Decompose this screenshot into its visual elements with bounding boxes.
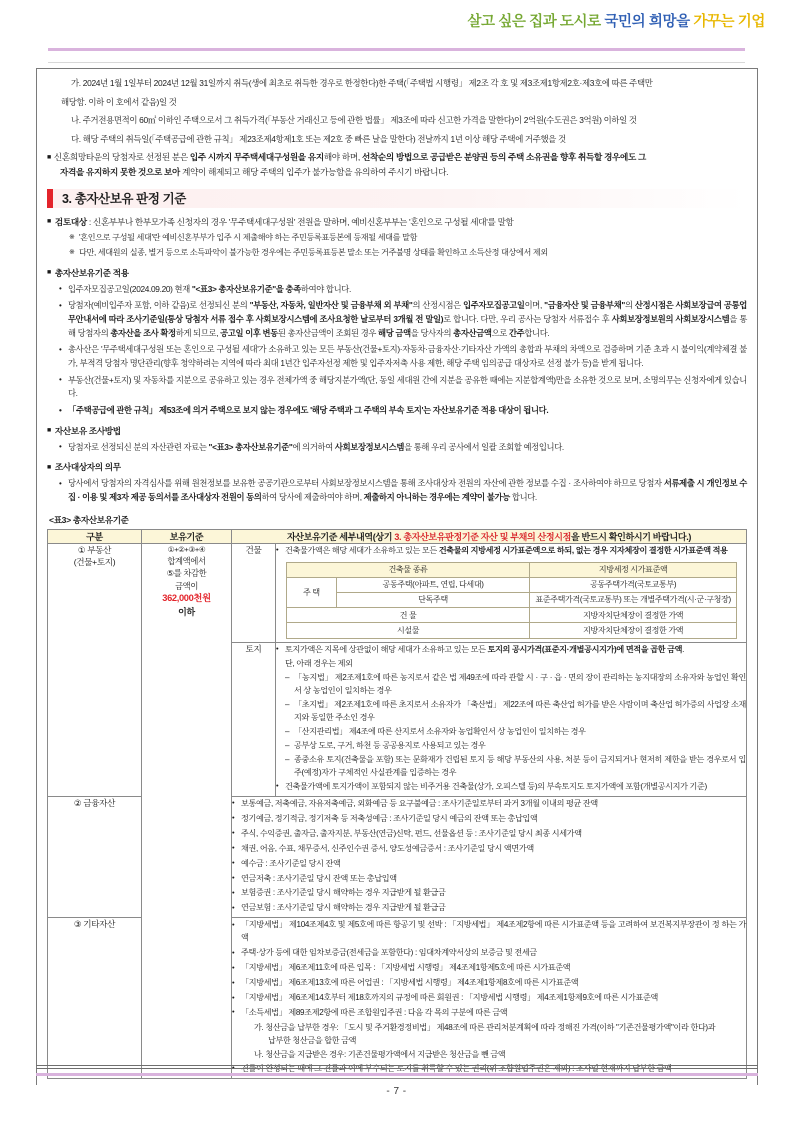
apply-b2-v: 간주 <box>508 327 525 338</box>
bldg-group-house: 주 택 <box>287 577 337 607</box>
building-intro <box>276 545 746 558</box>
banner-slogan-part2: 국민의 희망을 <box>604 13 690 30</box>
apply-bullet-5: • 「주택공급에 관한 규칙」 제53조에 의거 주택으로 보지 않는 경우에도 '해당 주택과 그 주택의 부속 토지'는 자산보유기준 적용 대상이 됩니다. <box>47 404 747 418</box>
intro-clause-ga-line2: 해당함. 이하 이 호에서 같음)일 것 <box>61 96 177 107</box>
apply-b2-b: "부동산, 자동차, 일반자산 및 금융부채 외 부채" <box>249 300 413 311</box>
apply-bullet-1 <box>47 283 747 297</box>
th-detail-plain2: 을 반드시 확인하시기 바랍니다.) <box>570 531 692 542</box>
apply-b2-c: 의 산정시점은 <box>412 300 464 311</box>
th-detail-red: 3. 총자산보유판정기준 자산 및 부채의 산정시점 <box>394 531 571 542</box>
square-bullet-icon: ■ <box>47 269 51 277</box>
other-item-6-na <box>232 1049 746 1062</box>
financial-item: • 보통예금, 저축예금, 자유저축예금, 외화예금 등 요구불예금 : 조사기준일로부터 과거 3개월 이내의 평균 잔액 <box>232 798 746 811</box>
land-intro-a: 토지가액은 지목에 상관없이 해당 세대가 소유하고 있는 모든 <box>285 644 488 654</box>
financial-item: • 연금보험 : 조사기준일 당시 해약하는 경우 지급받게 될 환급금 <box>232 902 746 915</box>
duty-b1-l1: 당사에서 당첨자의 자격심사를 위해 원천정보를 보유한 공공기관으로부터 사회보장정보시스템을 통해 조사대상자 전원의 자산에 관한 정보를 수집 · 조사하여야 하므로 당첨자 <box>68 478 662 489</box>
bldg-row1-value: 공동주택가격(국토교통부) <box>530 577 737 592</box>
apply-b1-b: "<표3> 총자산보유기준"을 충족 <box>191 283 301 294</box>
footer-rule-bottom <box>36 1068 758 1069</box>
square-bullet-icon: ■ <box>47 427 51 435</box>
apply-b2-i: 로 합니다. 다만, 우리 <box>443 313 516 324</box>
apply-b3-l3: 선정 불가 등)을 받게 됩니다. <box>546 358 644 369</box>
land-except-2 <box>276 699 746 725</box>
bldg-row1-type: 공동주택(아파트, 연립, 다세대) <box>337 577 530 592</box>
other-item-4: • 「지방세법」 제6조제13호에 따른 어업권 : 「지방세법 시행령」 제4조제1항제8호에 따른 시가표준액 <box>232 977 746 990</box>
cell-category-financial: ② 금융자산 <box>48 796 142 918</box>
apply-b3-l2: 초과 시 불이익(계약체결 불가, 부적격 당첨자 명단관리(향후 청약하려는 지역에 따라 최대 1년간 입주자선정 제한 및 입주자저축 사용 제한, 해당 주택 임의공급 대상자로 <box>68 344 747 369</box>
review-heading <box>47 216 747 229</box>
survey-b1-d: 사회보장정보시스템 <box>334 441 405 452</box>
survey-heading <box>47 425 747 438</box>
category-realestate-line2: (건물+토지) <box>73 557 116 568</box>
duty-b1-l2d: 합니다. <box>509 491 537 502</box>
land-except-1-l1: 「농지법」 제2조제1호에 따른 농지로서 같은 법 제49조에 따라 관할 시 · 구 · 읍 · 면의 장이 관리하는 농지대장의 소유자와 농업인 <box>294 673 729 683</box>
holding-standard-line3: ⑤를 차감한 <box>166 568 207 579</box>
land-last-note: • 건축물가액에 토지가액이 포함되지 않는 비주거용 건축물(상가, 오피스텔 등)의 부속토지도 토지가액에 포함(개별공시지가 기준) <box>276 781 746 794</box>
apply-b2-o: 공고일 이후 변동 <box>220 327 278 338</box>
building-table-row <box>287 592 737 607</box>
apply-b2-f: "금융자산 및 금융부채" <box>544 300 625 311</box>
apply-heading <box>47 267 747 280</box>
table-caption: <표3> 총자산보유기준 <box>49 514 129 525</box>
holding-standard-line4: 금액이 <box>175 580 198 591</box>
category-realestate-line1: ① 부동산 <box>77 544 112 555</box>
th-gubun: 구분 <box>48 529 142 543</box>
table-header-row <box>48 529 747 543</box>
section-heading <box>47 189 747 208</box>
banner-slogan-part1: 살고 싶은 집과 도시로 <box>467 13 601 30</box>
th-detail <box>232 529 747 543</box>
other-item-6-ga-marker <box>241 1022 243 1035</box>
land-except-5-l1: 종중소유 토지(건축물을 포함) 또는 문화재가 건립된 토지 등 해당 부동산의 사용, 처분 등이 금지되거나 현저히 제한을 받는 경우로서 <box>294 755 737 764</box>
page-number: - 7 - <box>386 1086 407 1097</box>
other-item-1-l2: 하는 가액 <box>241 920 747 943</box>
square-bullet-icon: ■ <box>47 218 51 226</box>
section-accent-bar <box>47 189 53 208</box>
apply-b2-m: 총자산을 조사 확정 <box>110 327 176 338</box>
other-item-6-ga <box>232 1022 746 1048</box>
land-except-5-l2: 입주(예정)자가 구체적인 사실관계를 입증하는 경우 <box>294 755 746 777</box>
bldg-row2-type: 단독주택 <box>337 592 530 607</box>
apply-b2-t: 총자산금액 <box>453 327 492 338</box>
intro-notice-c: 해야 하며, <box>323 152 362 163</box>
intro-notice-a: 신혼희망타운의 당첨자로 선정된 분은 <box>53 152 190 163</box>
financial-item: • 주식, 수익증권, 출자금, 출자지분, 부동산(연금)신탁, 펀드, 선물옵션 등 : 조사기준일 당시 최종 시세가액 <box>232 828 746 841</box>
building-table-row <box>287 623 737 638</box>
duty-b1-l2b: 하여 당사에 제출하여야 하며, <box>261 491 364 502</box>
apply-b2-p: 된 총자산금액이 조회된 경우 <box>277 327 379 338</box>
duty-bullet-1 <box>47 477 747 504</box>
intro-notice-f: 계약이 해제되고 해당 주택의 입주가 불가능함을 유의하여 주시기 바랍니다. <box>182 167 449 178</box>
intro-clause-na: 나. 주거전용면적이 60㎡ 이하인 주택으로서 그 취득가격(「부동산 거래신고 등에 관한 법률」 제3조에 따라 신고한 가격을 말한다)이 2억원(수도권은 3억원) 이하일 것 <box>71 115 637 126</box>
banner-rule-thin <box>48 62 745 63</box>
apply-b2-k: 사회보장정보원의 사회보장시스템 <box>611 313 730 324</box>
financial-item: • 채권, 어음, 수표, 채무증서, 신주인수권 증서, 양도성예금증서 : 조사기준일 당시 액면가액 <box>232 843 746 856</box>
th-bogyu: 보유기준 <box>142 529 232 543</box>
land-except-2-l2: 소재지와 동일한 주소인 경우 <box>294 700 746 723</box>
building-intro-b: 건축물의 지방세정 시가표준액으로 하되, 없는 경우 지자체장이 결정한 시가표준액 적용 <box>438 545 728 555</box>
intro-clause-ga-line1: 가. 2024년 1월 1일부터 2024년 12월 31일까지 취득(생에 최초로 취득한 경우로 한정한다)한 주택(「주택법 시행령」 제2조 각 호 및 제3조제1항제2호·제3호에 따른 주택만 <box>71 78 653 88</box>
apply-b2-l: 을 통해 당첨자의 <box>68 313 748 338</box>
apply-bullet-2 <box>47 299 747 340</box>
intro-notice-e: 자격을 유지하지 못한 것으로 보아 <box>60 167 183 178</box>
survey-b1-b: "<표3> 총자산보유기준" <box>208 441 293 452</box>
land-intro <box>276 644 746 657</box>
bldg-row3-type: 건 물 <box>287 608 530 623</box>
apply-b2-u: 으로 <box>491 327 509 338</box>
apply-bullet-3 <box>47 343 747 370</box>
apply-b2-g: 의 <box>625 300 633 311</box>
duty-b1-l2c: 제출하지 아니하는 경우에는 계약이 불가능 <box>363 491 510 502</box>
holding-standard-amount: 362,000천원 <box>162 593 211 604</box>
survey-heading-label: 자산보유 조사방법 <box>54 425 121 436</box>
banner-slogan-part3: 가꾸는 기업 <box>693 13 765 30</box>
land-except-2-l1: 「초지법」 제2조제1호에 따른 초지로서 소유자가 「축산법」 제22조에 따른 축산업 허가를 받은 사람이며 축산업 허가증의 사업장 <box>294 700 730 710</box>
cell-category-realestate <box>48 543 142 796</box>
survey-b1-e: 을 통해 우리 공사에서 일괄 조회할 예정입니다. <box>404 441 564 452</box>
holding-standard-line1: ①+②+③+④ <box>167 544 206 554</box>
building-table-header-row <box>287 562 737 577</box>
other-item-5: • 「지방세법」 제6조제14호부터 제18호까지의 규정에 따른 회원권 : 「지방세법 시행령」 제4조제1항제9호에 따른 시가표준액 <box>232 992 746 1005</box>
apply-b2-s: 을 당사자의 <box>410 327 454 338</box>
cell-detail-building <box>276 543 747 642</box>
duty-heading <box>47 461 747 474</box>
survey-bullet-1 <box>47 441 747 455</box>
apply-b2-j: 공사는 당첨자 서류접수 후 <box>517 313 612 324</box>
cell-category-other: ③ 기타자산 <box>48 918 142 1078</box>
apply-b2-w: 합니다. <box>524 327 550 338</box>
apply-b2-n: 하게 되므로, <box>175 327 221 338</box>
footer-rule-top <box>36 1065 758 1066</box>
financial-item: • 연금저축 : 조사기준일 당시 잔액 또는 총납입액 <box>232 873 746 886</box>
th-detail-plain1: 자산보유기준 세부내역(상기 <box>286 531 395 542</box>
apply-b3-l1: 총사산은 '무주택세대구성원 또는 혼인으로 구성될 세대'가 소유하고 있는 모든 부동산(건물+토지)·자동차·금융자산·기타자산 가액의 총합과 부채의 차액으로 검증하며 기준 <box>68 344 652 355</box>
apply-heading-label: 총자산보유기준 적용 <box>54 267 129 278</box>
table-row <box>48 543 747 642</box>
intro-notice-b: 입주 시까지 무주택세대구성원을 유지 <box>189 152 324 163</box>
other-item-1 <box>232 919 746 945</box>
bldg-col-type: 건축물 종류 <box>287 562 530 577</box>
footer-rule-lavender <box>36 1073 758 1076</box>
other-item-2: • 주택·상가 등에 대한 임차보증금(전세금을 포함한다) : 임대차계약서상의 보증금 및 전세금 <box>232 947 746 960</box>
financial-item: • 보험증권 : 조사기준일 당시 해약하는 경우 지급받게 될 환급금 <box>232 887 746 900</box>
apply-b1-a: 입주자모집공고일(2024.09.20) 현재 <box>68 283 192 294</box>
duty-b1-l2a: 서류제출 시 개인정보 수집 · 이용 및 제3자 제공 동의서를 조사대상자 전원이 동의 <box>68 478 747 502</box>
cell-detail-land <box>276 642 747 796</box>
cell-detail-financial <box>232 796 747 918</box>
holding-standard-line5: 이하 <box>178 607 195 618</box>
intro-notice-d: 선착순의 방법으로 공급받은 분양권 등의 주택 소유권을 향후 취득할 경우에도 그 <box>361 152 647 163</box>
other-item-6: • 「소득세법」 제89조제2항에 따른 조합원입주권 : 다음 각 목의 구분에 따른 금액 <box>232 1007 746 1020</box>
review-note-1: ※ '혼인으로 구성될 세대'란 예비신혼부부가 입주 시 제출해야 하는 주민등록표등본에 등재될 세대를 말함 <box>47 232 747 245</box>
land-intro-c: . <box>682 644 684 654</box>
apply-b4-l1: 부동산(건물+토지) 및 자동차를 지분으로 공유하고 있는 경우 전체가액 중 해당지분가액(단, 동일 세대원 간에 지분을 공유한 때에는 지분합계액)만을 소유한 것으로 보며, <box>68 374 641 385</box>
survey-b1-c: 에 의거하여 <box>292 441 335 452</box>
bldg-row2-value: 표준주택가격(국토교통부) 또는 개별주택가격(시·군·구청장) <box>530 592 737 607</box>
other-item-1-l1: 「지방세법」 제104조제4호 및 제5호에 따른 항공기 및 선박 : 「지방세법」 제4조제2항에 따른 시가표준액 등을 고려하여 보건복지부장관이 정 <box>241 920 720 930</box>
bldg-col-value: 지방세정 시가표준액 <box>530 562 737 577</box>
survey-b1-a: 당첨자로 선정되신 분의 자산관련 자료는 <box>68 441 209 452</box>
land-except-1-l2: 확인서 상 농업인이 일치하는 경우 <box>294 673 747 696</box>
apply-b2-h: 산정시점은 사회보장급여 공통업무안내서에 따라 조사기준일(통상 당첨자 서류 접수 후 사회보장시스템에 조사요청한 날로부터 3개월 전 말일) <box>68 300 747 324</box>
bldg-row3-value: 지방자치단체장이 결정한 가액 <box>530 608 737 623</box>
land-except-head: 단, 아래 경우는 제외 <box>285 659 353 669</box>
financial-item: • 정기예금, 정기적금, 정기저축 등 저축성예금 : 조사기준일 당시 예금의 잔액 또는 총납입액 <box>232 813 746 826</box>
table-head <box>48 529 747 543</box>
square-bullet-icon: ■ <box>47 153 51 161</box>
cell-subcategory-building: 건물 <box>232 543 276 642</box>
land-intro-b: 토지의 공시가격(표준지·개별공시지가)에 면적을 곱한 금액 <box>487 644 683 654</box>
intro-clause-da: 다. 해당 주택의 취득일(「주택공급에 관한 규칙」 제23조제4항제1호 또는 제2호 중 빠른 날을 말한다) 전날까지 1년 이상 해당 주택에 거주했을 것 <box>71 133 566 144</box>
apply-b2-e: 이며, <box>524 300 545 311</box>
banner-slogan <box>467 10 765 31</box>
building-intro-a: 건축물가액은 해당 세대가 소유하고 있는 모든 <box>285 545 439 555</box>
banner-rule-lavender <box>48 48 745 51</box>
review-heading-rest: : 신혼부부나 한부모가족 신청자의 경우 '무주택세대구성원' 전원을 말하며, 예비신혼부부는 '혼인으로 구성될 세대'를 말함 <box>86 216 514 227</box>
other-item-6-ga-l1: 가. 청산금을 납부한 경우: 「도시 및 주거환경정비법」 제48조에 따른 관리처분계획에 따라 정해진 가격(이하 "기존건물평가액"이라 한다)과 <box>254 1022 716 1032</box>
review-note-2: ※ 다만, 세대원의 실종, 별거 등으로 소득파악이 불가능한 경우에는 주민등록표등본 말소 또는 거주불명 상태를 확인하고 소득산정 대상에서 제외 <box>47 247 747 260</box>
apply-b4-l2: 소명의무는 신청자에게 있습니다. <box>68 374 747 399</box>
section-title: 3. 총자산보유 판정 기준 <box>62 192 186 207</box>
cell-holding-standard <box>142 543 232 1078</box>
intro-clauses <box>47 77 747 146</box>
land-except-5 <box>276 754 746 780</box>
apply-b1-c: 하여야 합니다. <box>300 283 351 294</box>
table-body <box>48 543 747 1078</box>
apply-b2-q: 해당 <box>378 327 394 338</box>
apply-b2-d: 입주자모집공고일 <box>463 300 525 311</box>
duty-heading-label: 조사대상자의 의무 <box>54 462 121 473</box>
building-table-row <box>287 577 737 592</box>
land-except-3: – 「산지관리법」 제4조에 따른 산지로서 소유자와 농업확인서 상 농업인이 일치하는 경우 <box>276 726 746 739</box>
other-item-6-na-marker <box>241 1049 243 1062</box>
building-table-row <box>287 608 737 623</box>
asset-standard-table <box>47 529 747 1079</box>
cell-detail-other <box>232 918 747 1078</box>
intro-notice-line2 <box>47 166 747 180</box>
apply-b2-a: 당첨자(예비입주자 포함, 이하 같음)로 선정되신 분의 <box>68 300 250 311</box>
review-heading-label: 검토대상 <box>54 216 87 227</box>
holding-standard-line2: 합계액에서 <box>167 555 206 566</box>
financial-item: • 예수금 : 조사기준일 당시 잔액 <box>232 858 746 871</box>
intro-notice <box>47 151 747 165</box>
bldg-row4-type: 시설물 <box>287 623 530 638</box>
bldg-row4-value: 지방자치단체장이 결정한 가액 <box>530 623 737 638</box>
cell-subcategory-land: 토지 <box>232 642 276 796</box>
building-type-table <box>286 562 737 639</box>
apply-b2-r: 금액 <box>395 327 411 338</box>
land-except-4: – 공부상 도로, 구거, 하천 등 공공용지로 사용되고 있는 경우 <box>276 740 746 753</box>
other-item-6-na-text: 나. 청산금을 지급받은 경우: 기존건물평가액에서 지급받은 청산금을 뺀 금액 <box>254 1049 506 1059</box>
apply-bullet-4 <box>47 374 747 401</box>
content-frame <box>36 68 758 1085</box>
page-banner <box>0 0 793 40</box>
land-except-1 <box>276 672 746 698</box>
other-item-6-ga-l2: 납부한 청산금을 합한 금액 <box>268 1035 357 1045</box>
other-item-3: • 「지방세법」 제6조제11호에 따른 입목 : 「지방세법 시행령」 제4조제1항제5호에 따른 시가표준액 <box>232 962 746 975</box>
square-bullet-icon: ■ <box>47 463 51 471</box>
